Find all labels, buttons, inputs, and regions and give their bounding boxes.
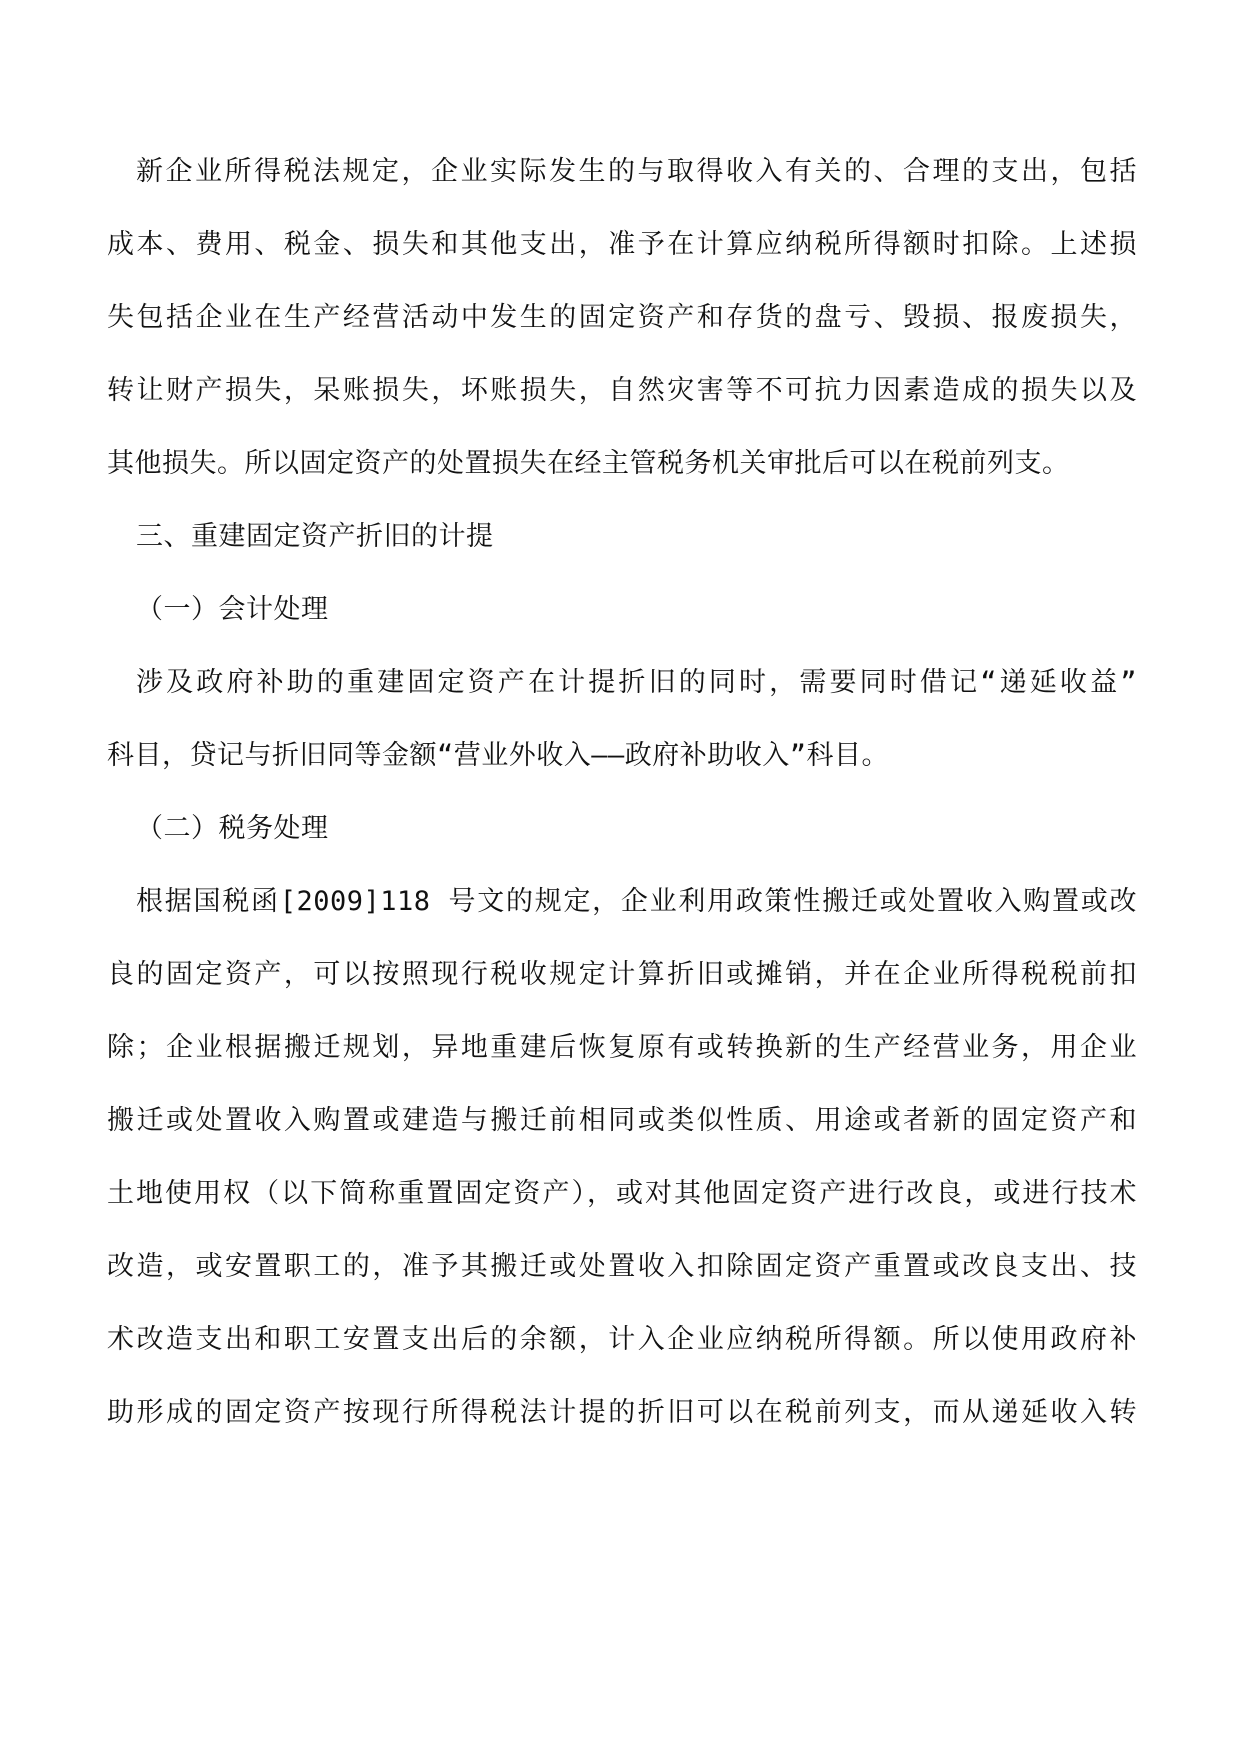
paragraph-3-line-8: 助形成的固定资产按现行所得税法计提的折旧可以在税前列支，而从递延收入转 [107,1397,1137,1428]
paragraph-3-line-5: 土地使用权（以下简称重置固定资产），或对其他固定资产进行改良，或进行技术 [107,1178,1137,1209]
paragraph-2-line-1: 涉及政府补助的重建固定资产在计提折旧的同时，需要同时借记“递延收益” [136,667,1137,698]
paragraph-3-line-6: 改造，或安置职工的，准予其搬迁或处置收入扣除固定资产重置或改良支出、技 [107,1251,1137,1282]
paragraph-1-line-5: 其他损失。所以固定资产的处置损失在经主管税务机关审批后可以在税前列支。 [107,448,1070,479]
paragraph-3-line-4: 搬迁或处置收入购置或建造与搬迁前相同或类似性质、用途或者新的固定资产和 [107,1105,1137,1136]
paragraph-1-line-4: 转让财产损失，呆账损失，坏账损失，自然灾害等不可抗力因素造成的损失以及 [107,375,1137,406]
paragraph-2-line-2: 科目，贷记与折旧同等金额“营业外收入——政府补助收入”科目。 [107,740,890,771]
subsection-heading-1: （一）会计处理 [136,594,329,625]
paragraph-3-line-7: 术改造支出和职工安置支出后的余额，计入企业应纳税所得额。所以使用政府补 [107,1324,1137,1355]
paragraph-1-line-2: 成本、费用、税金、损失和其他支出，准予在计算应纳税所得额时扣除。上述损 [107,229,1137,260]
subsection-heading-2: （二）税务处理 [136,813,329,844]
paragraph-1-line-3: 失包括企业在生产经营活动中发生的固定资产和存货的盘亏、毁损、报废损失， [107,302,1137,333]
paragraph-3-line-3: 除；企业根据搬迁规划，异地重建后恢复原有或转换新的生产经营业务，用企业 [107,1032,1137,1063]
paragraph-3-line-1: 根据国税函[2009]118 号文的规定，企业利用政策性搬迁或处置收入购置或改 [136,886,1137,917]
paragraph-3-line-2: 良的固定资产，可以按照现行税收规定计算折旧或摊销，并在企业所得税税前扣 [107,959,1137,990]
section-heading-3: 三、重建固定资产折旧的计提 [136,521,494,552]
paragraph-1-line-1: 新企业所得税法规定，企业实际发生的与取得收入有关的、合理的支出，包括 [136,156,1137,187]
